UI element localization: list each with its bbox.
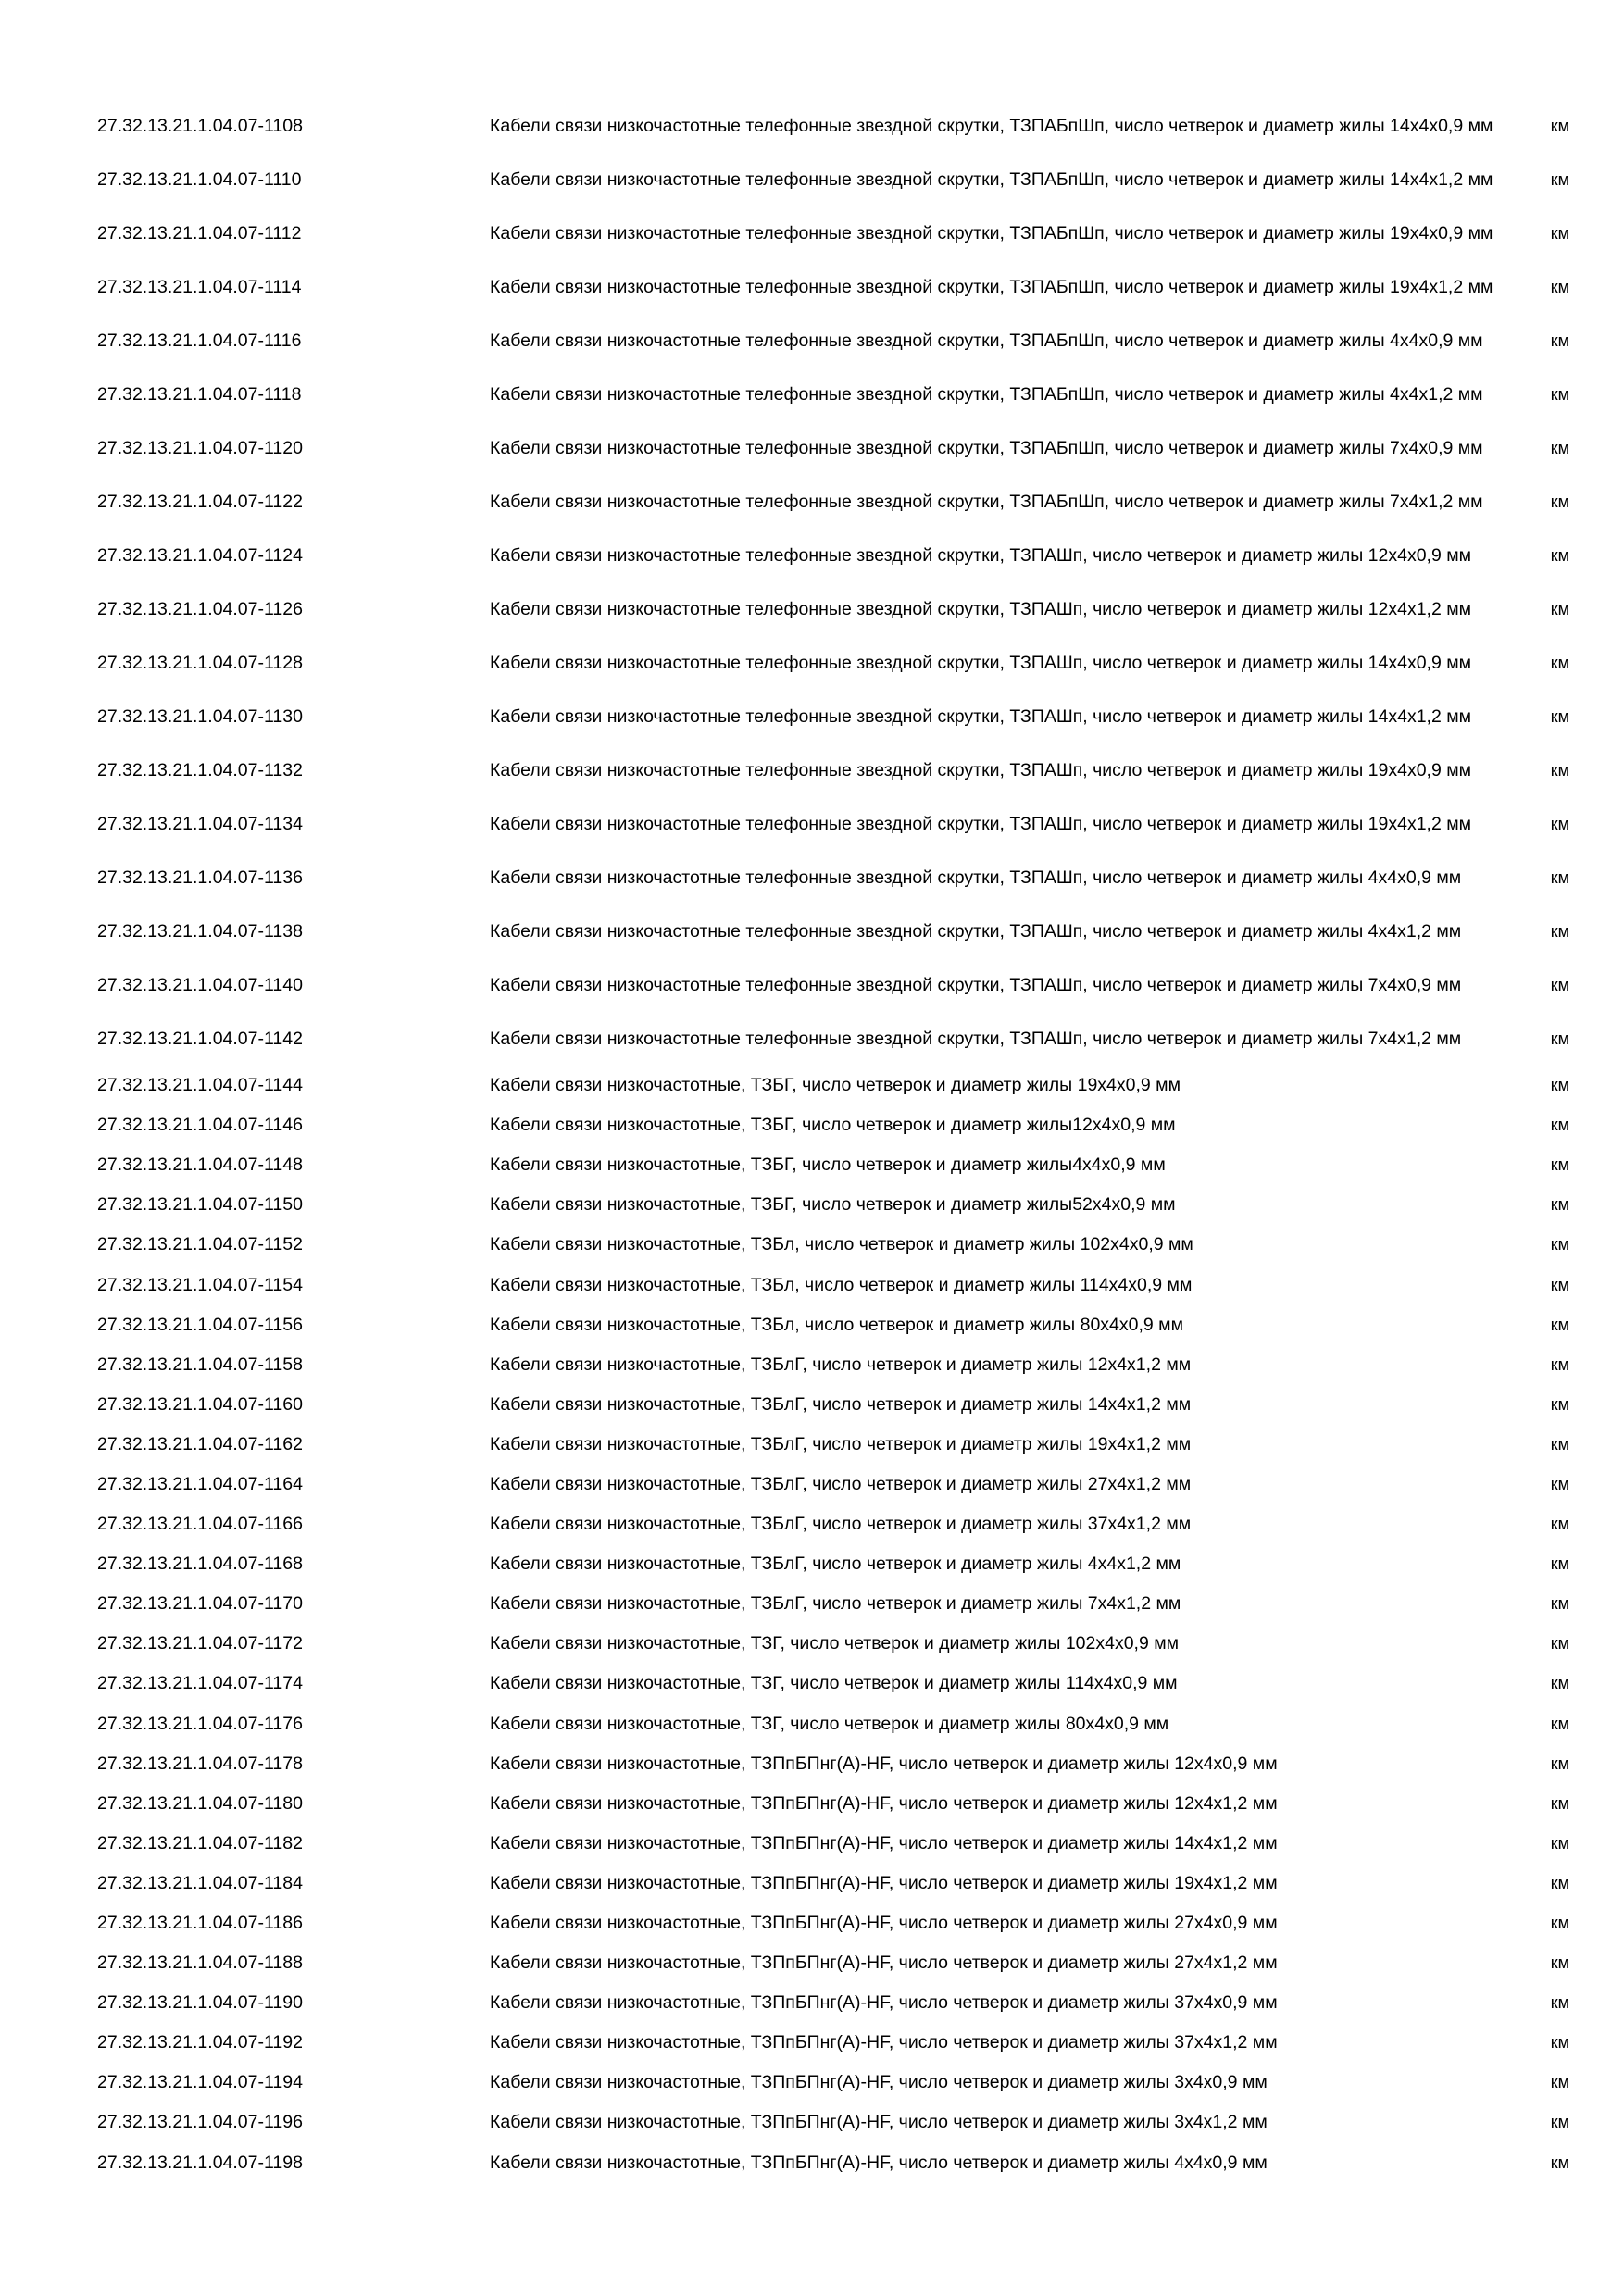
resource-code: 27.32.13.21.1.04.07-1142 [97, 1028, 303, 1049]
resource-name: Кабели связи низкочастотные, ТЗБл, число четверок и диаметр жилы 114х4х0,9 мм [490, 1274, 1193, 1295]
unit-of-measure: км [1550, 599, 1569, 618]
unit-of-measure: км [1550, 1714, 1569, 1733]
resource-code: 27.32.13.21.1.04.07-1158 [97, 1354, 303, 1375]
table-row [97, 1145, 1569, 1185]
unit-of-measure: км [1550, 1674, 1569, 1693]
resource-name: Кабели связи низкочастотные, ТЗБлГ, число четверок и диаметр жилы 27х4х1,2 мм [490, 1473, 1192, 1494]
unit-of-measure: км [1550, 1833, 1569, 1853]
resource-code: 27.32.13.21.1.04.07-1156 [97, 1314, 303, 1335]
unit-of-measure: км [1550, 814, 1569, 833]
unit-of-measure: км [1550, 1394, 1569, 1414]
resource-name: Кабели связи низкочастотные, ТЗПпБПнг(А)-HF, число четверок и диаметр жилы 37х4х1,2 мм [490, 2032, 1278, 2053]
resource-name: Кабели связи низкочастотные телефонные звездной скрутки, ТЗПАБпШп, число четверок и диаметр жилы 19х4х0,9 мм [490, 222, 1493, 243]
resource-code: 27.32.13.21.1.04.07-1188 [97, 1953, 303, 1974]
table-row [97, 1012, 1569, 1066]
resource-code: 27.32.13.21.1.04.07-1146 [97, 1115, 303, 1136]
resource-name: Кабели связи низкочастотные телефонные звездной скрутки, ТЗПАШп, число четверок и диаметр жилы 19х4х0,9 мм [490, 759, 1472, 780]
table-row [97, 260, 1569, 314]
resource-name: Кабели связи низкочастотные, ТЗБГ, число четверок и диаметр жилы12х4х0,9 мм [490, 1115, 1176, 1136]
resource-code: 27.32.13.21.1.04.07-1132 [97, 759, 303, 780]
resource-code: 27.32.13.21.1.04.07-1162 [97, 1433, 303, 1454]
resource-code: 27.32.13.21.1.04.07-1178 [97, 1753, 303, 1774]
resource-code: 27.32.13.21.1.04.07-1160 [97, 1393, 303, 1415]
unit-of-measure: км [1550, 1914, 1569, 1933]
unit-of-measure: км [1550, 223, 1569, 243]
resource-name: Кабели связи низкочастотные телефонные звездной скрутки, ТЗПАБпШп, число четверок и диаметр жилы 7х4х0,9 мм [490, 437, 1483, 458]
table-body [97, 99, 1569, 2183]
resource-code: 27.32.13.21.1.04.07-1176 [97, 1713, 303, 1734]
table-row [97, 206, 1569, 260]
resource-code: 27.32.13.21.1.04.07-1110 [97, 168, 302, 190]
table-row [97, 1066, 1569, 1105]
table-row [97, 2103, 1569, 2142]
resource-code: 27.32.13.21.1.04.07-1184 [97, 1872, 303, 1893]
resource-code: 27.32.13.21.1.04.07-1114 [97, 276, 302, 297]
table-row [97, 797, 1569, 851]
table-row [97, 1185, 1569, 1225]
resource-name: Кабели связи низкочастотные, ТЗБл, число четверок и диаметр жилы 102х4х0,9 мм [490, 1234, 1193, 1255]
unit-of-measure: км [1550, 1753, 1569, 1773]
resource-name: Кабели связи низкочастотные, ТЗПпБПнг(А)-HF, число четверок и диаметр жилы 27х4х1,2 мм [490, 1953, 1278, 1974]
resource-code: 27.32.13.21.1.04.07-1170 [97, 1593, 303, 1615]
resource-name: Кабели связи низкочастотные, ТЗГ, число четверок и диаметр жилы 102х4х0,9 мм [490, 1633, 1180, 1654]
resource-code: 27.32.13.21.1.04.07-1134 [97, 813, 303, 834]
unit-of-measure: км [1550, 1195, 1569, 1215]
resource-code: 27.32.13.21.1.04.07-1112 [97, 222, 302, 243]
table-row [97, 1943, 1569, 1983]
unit-of-measure: км [1550, 438, 1569, 457]
table-row [97, 1345, 1569, 1385]
table-row [97, 851, 1569, 905]
resource-name: Кабели связи низкочастотные, ТЗПпБПнг(А)-HF, число четверок и диаметр жилы 14х4х1,2 мм [490, 1832, 1278, 1853]
unit-of-measure: км [1550, 975, 1569, 994]
unit-of-measure: км [1550, 545, 1569, 565]
unit-of-measure: км [1550, 1354, 1569, 1374]
unit-of-measure: км [1550, 1793, 1569, 1813]
table-row [97, 1744, 1569, 1784]
table-row [97, 1385, 1569, 1425]
resource-name: Кабели связи низкочастотные, ТЗПпБПнг(А)-HF, число четверок и диаметр жилы 12х4х0,9 мм [490, 1753, 1278, 1774]
resource-code: 27.32.13.21.1.04.07-1140 [97, 974, 303, 995]
resource-code: 27.32.13.21.1.04.07-1172 [97, 1633, 303, 1654]
unit-of-measure: км [1550, 1634, 1569, 1653]
resource-code: 27.32.13.21.1.04.07-1124 [97, 544, 303, 566]
unit-of-measure: км [1550, 1116, 1569, 1135]
resource-name: Кабели связи низкочастотные телефонные звездной скрутки, ТЗПАБпШп, число четверок и диаметр жилы 4х4х1,2 мм [490, 383, 1483, 405]
table-row [97, 1544, 1569, 1584]
resource-name: Кабели связи низкочастотные, ТЗБлГ, число четверок и диаметр жилы 37х4х1,2 мм [490, 1514, 1192, 1535]
resource-name: Кабели связи низкочастотные телефонные звездной скрутки, ТЗПАШп, число четверок и диаметр жилы 7х4х1,2 мм [490, 1028, 1462, 1049]
resource-code: 27.32.13.21.1.04.07-1122 [97, 491, 303, 512]
table-row [97, 1305, 1569, 1345]
table-row [97, 1584, 1569, 1624]
unit-of-measure: км [1550, 1554, 1569, 1574]
table-row [97, 475, 1569, 529]
resource-code: 27.32.13.21.1.04.07-1144 [97, 1075, 303, 1096]
unit-of-measure: км [1550, 921, 1569, 941]
unit-of-measure: км [1550, 2073, 1569, 2092]
unit-of-measure: км [1550, 1474, 1569, 1493]
table-row [97, 1105, 1569, 1145]
table-row [97, 2143, 1569, 2183]
resource-name: Кабели связи низкочастотные телефонные звездной скрутки, ТЗПАБпШп, число четверок и диаметр жилы 19х4х1,2 мм [490, 276, 1493, 297]
resource-code: 27.32.13.21.1.04.07-1198 [97, 2152, 303, 2173]
table-row [97, 1784, 1569, 1824]
resource-name: Кабели связи низкочастотные, ТЗПпБПнг(А)-HF, число четверок и диаметр жилы 4х4х0,9 мм [490, 2152, 1268, 2173]
unit-of-measure: км [1550, 1953, 1569, 1973]
unit-of-measure: км [1550, 1275, 1569, 1294]
resource-code: 27.32.13.21.1.04.07-1152 [97, 1234, 303, 1255]
resource-code: 27.32.13.21.1.04.07-1128 [97, 652, 303, 673]
unit-of-measure: км [1550, 1155, 1569, 1175]
resource-name: Кабели связи низкочастотные телефонные звездной скрутки, ТЗПАБпШп, число четверок и диаметр жилы 4х4х0,9 мм [490, 330, 1483, 351]
table-row [97, 153, 1569, 206]
table-row [97, 1903, 1569, 1943]
resource-code: 27.32.13.21.1.04.07-1182 [97, 1832, 303, 1853]
resource-code: 27.32.13.21.1.04.07-1126 [97, 598, 303, 619]
resource-code: 27.32.13.21.1.04.07-1154 [97, 1274, 303, 1295]
resource-name: Кабели связи низкочастотные, ТЗПпБПнг(А)-HF, число четверок и диаметр жилы 27х4х0,9 мм [490, 1913, 1278, 1934]
resource-name: Кабели связи низкочастотные, ТЗБГ, число четверок и диаметр жилы 19х4х0,9 мм [490, 1075, 1181, 1096]
resource-code: 27.32.13.21.1.04.07-1192 [97, 2032, 303, 2053]
resource-name: Кабели связи низкочастотные, ТЗПпБПнг(А)-HF, число четверок и диаметр жилы 12х4х1,2 мм [490, 1792, 1278, 1814]
unit-of-measure: км [1550, 706, 1569, 726]
table-row [97, 1824, 1569, 1864]
table-row [97, 1225, 1569, 1265]
table-row [97, 582, 1569, 636]
unit-of-measure: км [1550, 653, 1569, 672]
resource-name: Кабели связи низкочастотные телефонные звездной скрутки, ТЗПАШп, число четверок и диаметр жилы 4х4х1,2 мм [490, 920, 1462, 942]
table-row [97, 958, 1569, 1012]
unit-of-measure: км [1550, 169, 1569, 189]
resource-name: Кабели связи низкочастотные, ТЗПпБПнг(А)-HF, число четверок и диаметр жилы 19х4х1,2 мм [490, 1872, 1278, 1893]
resource-name: Кабели связи низкочастотные телефонные звездной скрутки, ТЗПАБпШп, число четверок и диаметр жилы 7х4х1,2 мм [490, 491, 1483, 512]
unit-of-measure: км [1550, 1076, 1569, 1095]
resource-code: 27.32.13.21.1.04.07-1148 [97, 1154, 303, 1176]
table-row [97, 314, 1569, 368]
unit-of-measure: км [1550, 760, 1569, 780]
resource-name: Кабели связи низкочастотные, ТЗПпБПнг(А)-HF, число четверок и диаметр жилы 37х4х0,9 мм [490, 1992, 1278, 2014]
resource-code: 27.32.13.21.1.04.07-1168 [97, 1554, 303, 1575]
table-row [97, 2023, 1569, 2063]
resource-name: Кабели связи низкочастотные, ТЗБлГ, число четверок и диаметр жилы 19х4х1,2 мм [490, 1433, 1192, 1454]
resource-name: Кабели связи низкочастотные, ТЗБлГ, число четверок и диаметр жилы 14х4х1,2 мм [490, 1393, 1192, 1415]
unit-of-measure: км [1550, 277, 1569, 296]
resource-code: 27.32.13.21.1.04.07-1180 [97, 1792, 303, 1814]
resource-code: 27.32.13.21.1.04.07-1108 [97, 115, 303, 136]
table-row [97, 1265, 1569, 1304]
table-row [97, 1664, 1569, 1703]
unit-of-measure: км [1550, 1594, 1569, 1614]
resource-code: 27.32.13.21.1.04.07-1118 [97, 383, 302, 405]
table-row [97, 743, 1569, 797]
resource-name: Кабели связи низкочастотные, ТЗГ, число четверок и диаметр жилы 114х4х0,9 мм [490, 1673, 1178, 1694]
unit-of-measure: км [1550, 2113, 1569, 2132]
resource-name: Кабели связи низкочастотные телефонные звездной скрутки, ТЗПАБпШп, число четверок и диаметр жилы 14х4х0,9 мм [490, 115, 1493, 136]
resource-table [97, 99, 1569, 2183]
unit-of-measure: км [1550, 331, 1569, 350]
resource-name: Кабели связи низкочастотные телефонные звездной скрутки, ТЗПАШп, число четверок и диаметр жилы 4х4х0,9 мм [490, 867, 1462, 888]
resource-name: Кабели связи низкочастотные, ТЗПпБПнг(А)-HF, число четверок и диаметр жилы 3х4х1,2 мм [490, 2112, 1268, 2133]
table-row [97, 529, 1569, 582]
resource-name: Кабели связи низкочастотные телефонные звездной скрутки, ТЗПАБпШп, число четверок и диаметр жилы 14х4х1,2 мм [490, 168, 1493, 190]
unit-of-measure: км [1550, 1434, 1569, 1454]
resource-code: 27.32.13.21.1.04.07-1164 [97, 1473, 303, 1494]
resource-name: Кабели связи низкочастотные, ТЗБлГ, число четверок и диаметр жилы 7х4х1,2 мм [490, 1593, 1181, 1615]
resource-name: Кабели связи низкочастотные, ТЗБл, число четверок и диаметр жилы 80х4х0,9 мм [490, 1314, 1183, 1335]
table-row [97, 905, 1569, 958]
resource-code: 27.32.13.21.1.04.07-1120 [97, 437, 303, 458]
table-row [97, 690, 1569, 743]
table-row [97, 636, 1569, 690]
resource-name: Кабели связи низкочастотные, ТЗБГ, число четверок и диаметр жилы4х4х0,9 мм [490, 1154, 1166, 1176]
unit-of-measure: км [1550, 2152, 1569, 2172]
table-row [97, 1864, 1569, 1903]
resource-code: 27.32.13.21.1.04.07-1196 [97, 2112, 303, 2133]
table-row [97, 1465, 1569, 1504]
table-row [97, 1624, 1569, 1664]
resource-code: 27.32.13.21.1.04.07-1116 [97, 330, 302, 351]
resource-name: Кабели связи низкочастотные телефонные звездной скрутки, ТЗПАШп, число четверок и диаметр жилы 12х4х0,9 мм [490, 544, 1472, 566]
unit-of-measure: км [1550, 1515, 1569, 1534]
resource-code: 27.32.13.21.1.04.07-1194 [97, 2072, 303, 2093]
unit-of-measure: км [1550, 2033, 1569, 2053]
unit-of-measure: км [1550, 1315, 1569, 1334]
table-row [97, 1983, 1569, 2023]
table-row [97, 1704, 1569, 1744]
unit-of-measure: км [1550, 116, 1569, 135]
resource-name: Кабели связи низкочастотные, ТЗГ, число четверок и диаметр жилы 80х4х0,9 мм [490, 1713, 1169, 1734]
resource-name: Кабели связи низкочастотные телефонные звездной скрутки, ТЗПАШп, число четверок и диаметр жилы 14х4х0,9 мм [490, 652, 1472, 673]
table-row [97, 421, 1569, 475]
resource-name: Кабели связи низкочастотные, ТЗБлГ, число четверок и диаметр жилы 12х4х1,2 мм [490, 1354, 1192, 1375]
resource-name: Кабели связи низкочастотные, ТЗПпБПнг(А)-HF, число четверок и диаметр жилы 3х4х0,9 мм [490, 2072, 1268, 2093]
resource-code: 27.32.13.21.1.04.07-1166 [97, 1514, 303, 1535]
resource-code: 27.32.13.21.1.04.07-1130 [97, 705, 303, 727]
resource-name: Кабели связи низкочастотные телефонные звездной скрутки, ТЗПАШп, число четверок и диаметр жилы 14х4х1,2 мм [490, 705, 1472, 727]
table-row [97, 2063, 1569, 2103]
resource-code: 27.32.13.21.1.04.07-1186 [97, 1913, 303, 1934]
unit-of-measure: км [1550, 1029, 1569, 1048]
table-row [97, 1425, 1569, 1465]
unit-of-measure: км [1550, 867, 1569, 887]
table-row [97, 1504, 1569, 1544]
table-row [97, 99, 1569, 153]
unit-of-measure: км [1550, 1873, 1569, 1892]
resource-name: Кабели связи низкочастотные телефонные звездной скрутки, ТЗПАШп, число четверок и диаметр жилы 19х4х1,2 мм [490, 813, 1472, 834]
resource-code: 27.32.13.21.1.04.07-1174 [97, 1673, 303, 1694]
unit-of-measure: км [1550, 1993, 1569, 2013]
unit-of-measure: км [1550, 384, 1569, 404]
table-row [97, 368, 1569, 421]
resource-name: Кабели связи низкочастотные, ТЗБГ, число четверок и диаметр жилы52х4х0,9 мм [490, 1194, 1176, 1216]
resource-code: 27.32.13.21.1.04.07-1136 [97, 867, 303, 888]
resource-code: 27.32.13.21.1.04.07-1190 [97, 1992, 303, 2014]
unit-of-measure: км [1550, 492, 1569, 511]
resource-name: Кабели связи низкочастотные телефонные звездной скрутки, ТЗПАШп, число четверок и диаметр жилы 12х4х1,2 мм [490, 598, 1472, 619]
unit-of-measure: км [1550, 1235, 1569, 1254]
resource-code: 27.32.13.21.1.04.07-1150 [97, 1194, 303, 1216]
resource-name: Кабели связи низкочастотные телефонные звездной скрутки, ТЗПАШп, число четверок и диаметр жилы 7х4х0,9 мм [490, 974, 1462, 995]
resource-name: Кабели связи низкочастотные, ТЗБлГ, число четверок и диаметр жилы 4х4х1,2 мм [490, 1554, 1181, 1575]
resource-code: 27.32.13.21.1.04.07-1138 [97, 920, 303, 942]
